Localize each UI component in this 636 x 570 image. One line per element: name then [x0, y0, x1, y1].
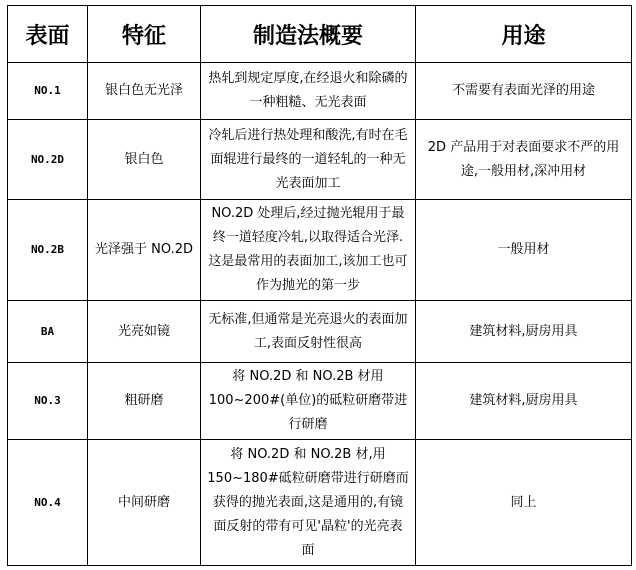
table-row [8, 301, 632, 363]
header-use: 用途 [416, 6, 632, 63]
table-row [8, 120, 632, 200]
surface-code: NO.1 [8, 63, 88, 120]
method-cell: 无标准,但通常是光亮退火的表面加工,表面反射性很高 [201, 301, 416, 363]
feature-cell: 银白色 [88, 120, 201, 200]
header-feature: 特征 [88, 6, 201, 63]
surface-code: BA [8, 301, 88, 363]
header-method: 制造法概要 [201, 6, 416, 63]
method-cell: NO.2D 处理后,经过抛光辊用于最终一道轻度冷轧,以取得适合光泽.这是最常用的表面加工,该加工也可作为抛光的第一步 [201, 200, 416, 301]
use-cell: 2D 产品用于对表面要求不严的用途,一般用材,深冲用材 [416, 120, 632, 200]
feature-cell: 光亮如镜 [88, 301, 201, 363]
feature-cell: 粗研磨 [88, 363, 201, 440]
surface-code: NO.3 [8, 363, 88, 440]
use-cell: 一般用材 [416, 200, 632, 301]
surface-finish-table [7, 5, 632, 566]
table-row [8, 63, 632, 120]
surface-code: NO.2D [8, 120, 88, 200]
table-header-row [8, 6, 632, 63]
feature-cell: 银白色无光泽 [88, 63, 201, 120]
surface-code: NO.4 [8, 440, 88, 566]
method-cell: 将 NO.2D 和 NO.2B 材,用 150~180#砥粒研磨带进行研磨而获得的抛光表面,这是通用的,有镜面反射的带有可见'晶粒'的光亮表面 [201, 440, 416, 566]
feature-cell: 光泽强于 NO.2D [88, 200, 201, 301]
table-row [8, 200, 632, 301]
use-cell: 建筑材料,厨房用具 [416, 301, 632, 363]
table-row [8, 363, 632, 440]
method-cell: 冷轧后进行热处理和酸洗,有时在毛面辊进行最终的一道轻轧的一种无光表面加工 [201, 120, 416, 200]
surface-code: NO.2B [8, 200, 88, 301]
feature-cell: 中间研磨 [88, 440, 201, 566]
method-cell: 热轧到规定厚度,在经退火和除磷的一种粗糙、无光表面 [201, 63, 416, 120]
use-cell: 建筑材料,厨房用具 [416, 363, 632, 440]
use-cell: 不需要有表面光泽的用途 [416, 63, 632, 120]
use-cell: 同上 [416, 440, 632, 566]
table-row [8, 440, 632, 566]
method-cell: 将 NO.2D 和 NO.2B 材用 100~200#(单位)的砥粒研磨带进行研磨 [201, 363, 416, 440]
header-surface: 表面 [8, 6, 88, 63]
